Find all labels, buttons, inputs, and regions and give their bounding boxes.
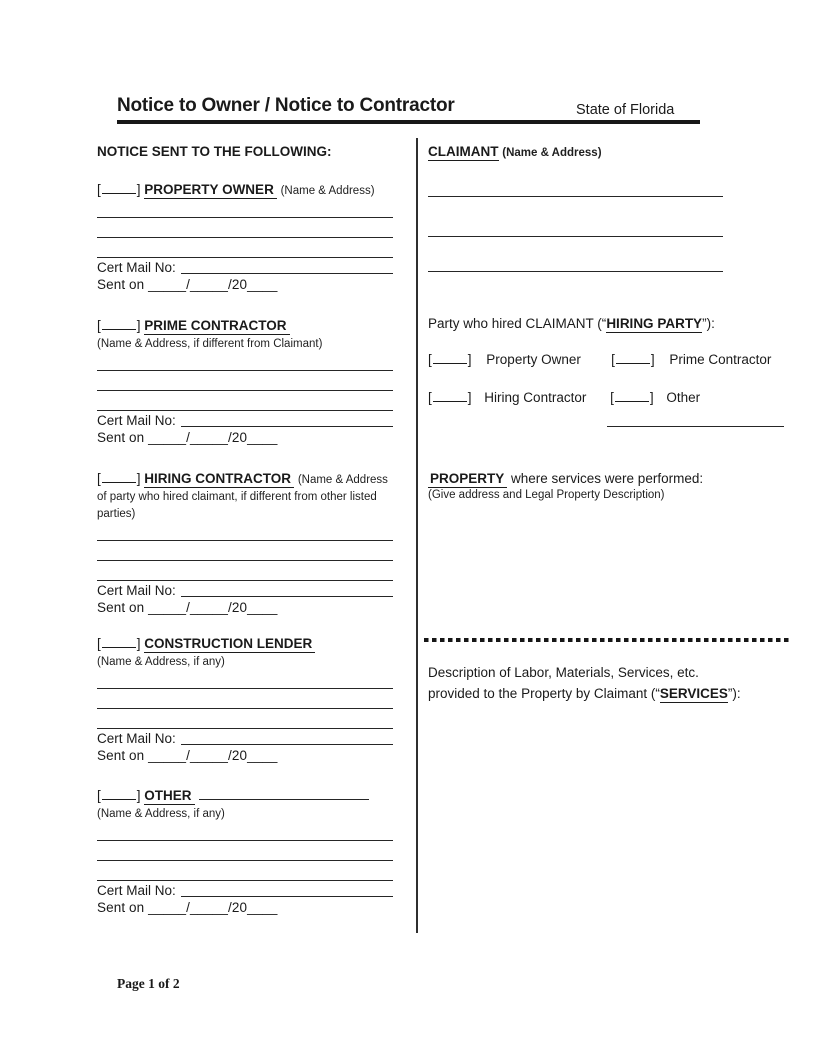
option-other-label: Other xyxy=(666,390,701,405)
hiring-party-options-row-1 xyxy=(428,352,771,367)
section-subtitle: (Name & Address, if any) xyxy=(97,656,225,668)
property-term: PROPERTY xyxy=(428,471,507,488)
cert-mail-label: Cert Mail No: xyxy=(97,882,176,898)
cert-mail-row xyxy=(97,259,393,276)
cert-mail-line[interactable] xyxy=(181,732,393,745)
section-title: PRIME CONTRACTOR xyxy=(144,318,289,335)
section-subtitle: (Name & Address, if different from Claimant) xyxy=(97,338,323,350)
sent-on-line[interactable]: Sent on _____/_____/20____ xyxy=(97,600,278,615)
services-line-1: Description of Labor, Materials, Services, etc. xyxy=(428,665,699,680)
cert-mail-line[interactable] xyxy=(181,261,393,274)
services-term: SERVICES xyxy=(659,686,728,701)
address-line[interactable] xyxy=(97,521,393,541)
address-line[interactable] xyxy=(428,237,723,272)
address-line[interactable] xyxy=(97,371,393,391)
page-number: Page 1 of 2 xyxy=(117,976,180,991)
section-title: CONSTRUCTION LENDER xyxy=(144,636,315,653)
sent-on-line[interactable]: Sent on _____/_____/20____ xyxy=(97,899,278,915)
cert-mail-row xyxy=(97,412,393,429)
address-line[interactable] xyxy=(97,689,393,709)
address-line[interactable] xyxy=(97,351,393,371)
address-line[interactable] xyxy=(97,709,393,729)
address-line[interactable] xyxy=(97,198,393,218)
state-label: State of Florida xyxy=(576,102,675,118)
section-header xyxy=(97,471,393,522)
claimant-title: CLAIMANT xyxy=(428,144,499,159)
address-line[interactable] xyxy=(97,561,393,581)
sent-on-line[interactable]: Sent on _____/_____/20____ xyxy=(97,429,278,445)
property-heading: PROPERTY where services were performed: (Give address and Legal Property Description) xyxy=(428,470,703,504)
checkbox-line xyxy=(102,318,136,330)
option-property-owner-checkbox[interactable]: [ ] xyxy=(428,352,472,367)
cert-mail-row xyxy=(97,882,393,899)
checkbox-line xyxy=(102,636,136,648)
option-prime-contractor-checkbox[interactable]: [ ] xyxy=(611,352,655,367)
column-divider xyxy=(416,138,418,933)
sent-on-line[interactable]: Sent on _____/_____/20____ xyxy=(97,747,278,763)
claimant-subtitle: (Name & Address) xyxy=(502,147,602,159)
hiring-party-heading: Party who hired CLAIMANT (“HIRING PARTY”): xyxy=(428,316,715,331)
section-title: PROPERTY OWNER xyxy=(144,182,277,199)
cert-mail-label: Cert Mail No: xyxy=(97,412,176,428)
checkbox-line xyxy=(433,390,467,402)
cert-mail-line[interactable] xyxy=(181,584,393,597)
left-heading: NOTICE SENT TO THE FOLLOWING: xyxy=(97,144,332,159)
cert-mail-row xyxy=(97,730,393,747)
option-hiring-contractor-label: Hiring Contractor xyxy=(484,390,587,405)
address-line[interactable] xyxy=(97,669,393,689)
section-subtitle: (Name & Address) xyxy=(280,185,375,197)
hiring-contractor-checkbox[interactable]: [ ] xyxy=(97,471,141,486)
section-hiring-contractor xyxy=(97,471,393,616)
checkbox-line xyxy=(433,352,467,364)
option-prime-contractor-label: Prime Contractor xyxy=(669,352,772,367)
option-other-checkbox[interactable]: [ ] xyxy=(610,390,654,405)
title-rule xyxy=(117,120,700,124)
address-line[interactable] xyxy=(97,218,393,238)
left-column xyxy=(97,140,393,940)
services-description xyxy=(428,662,741,704)
checkbox-line xyxy=(102,182,136,194)
section-property-owner xyxy=(97,182,393,293)
other-fill-line[interactable] xyxy=(199,788,369,800)
section-header xyxy=(97,318,393,352)
hiring-party-options-row-2 xyxy=(428,390,700,405)
claimant-address-lines xyxy=(428,140,723,272)
cert-mail-row xyxy=(97,582,393,599)
section-construction-lender xyxy=(97,636,393,764)
checkbox-line xyxy=(615,390,649,402)
address-lines xyxy=(97,351,393,411)
section-other xyxy=(97,788,393,916)
address-line[interactable] xyxy=(97,861,393,881)
section-header xyxy=(97,788,393,822)
section-header xyxy=(97,182,393,199)
hiring-party-term: HIRING PARTY xyxy=(606,316,703,331)
address-line[interactable] xyxy=(97,541,393,561)
cert-mail-line[interactable] xyxy=(181,884,393,897)
option-property-owner-label: Property Owner xyxy=(486,352,581,367)
prime-contractor-checkbox[interactable]: [ ] xyxy=(97,318,141,333)
address-line[interactable] xyxy=(428,197,723,237)
section-title: HIRING CONTRACTOR xyxy=(144,471,294,488)
checkbox-line xyxy=(616,352,650,364)
cert-mail-label: Cert Mail No: xyxy=(97,730,176,746)
right-column xyxy=(428,140,784,940)
section-subtitle: (Name & Address of party who hired claimant, if different from other listed parties) xyxy=(97,474,388,520)
cert-mail-label: Cert Mail No: xyxy=(97,583,176,598)
property-owner-checkbox[interactable]: [ ] xyxy=(97,182,141,197)
section-subtitle: (Name & Address, if any) xyxy=(97,808,225,820)
section-header xyxy=(97,636,393,670)
sent-on-line[interactable]: Sent on _____/_____/20____ xyxy=(97,277,278,292)
cert-mail-line[interactable] xyxy=(181,414,393,427)
address-lines xyxy=(97,821,393,881)
address-lines xyxy=(97,521,393,581)
dotted-divider xyxy=(424,638,792,642)
property-subtitle: (Give address and Legal Property Description) xyxy=(428,489,665,501)
address-line[interactable] xyxy=(97,821,393,841)
address-line[interactable] xyxy=(428,140,723,197)
cert-mail-label: Cert Mail No: xyxy=(97,260,176,275)
section-title: OTHER xyxy=(144,788,194,805)
address-line[interactable] xyxy=(97,238,393,258)
address-lines xyxy=(97,198,393,258)
other-option-fill-line[interactable] xyxy=(607,426,784,427)
construction-lender-checkbox[interactable]: [ ] xyxy=(97,636,141,651)
checkbox-line xyxy=(102,471,136,483)
address-line[interactable] xyxy=(97,391,393,411)
checkbox-line xyxy=(102,788,136,800)
page-title: Notice to Owner / Notice to Contractor xyxy=(117,95,455,116)
option-hiring-contractor-checkbox[interactable]: [ ] xyxy=(428,390,472,405)
address-line[interactable] xyxy=(97,841,393,861)
address-lines xyxy=(97,669,393,729)
section-prime-contractor xyxy=(97,318,393,446)
services-line-2: provided to the Property by Claimant (“SERVICES”): xyxy=(428,686,741,701)
other-checkbox[interactable]: [ ] xyxy=(97,788,141,803)
